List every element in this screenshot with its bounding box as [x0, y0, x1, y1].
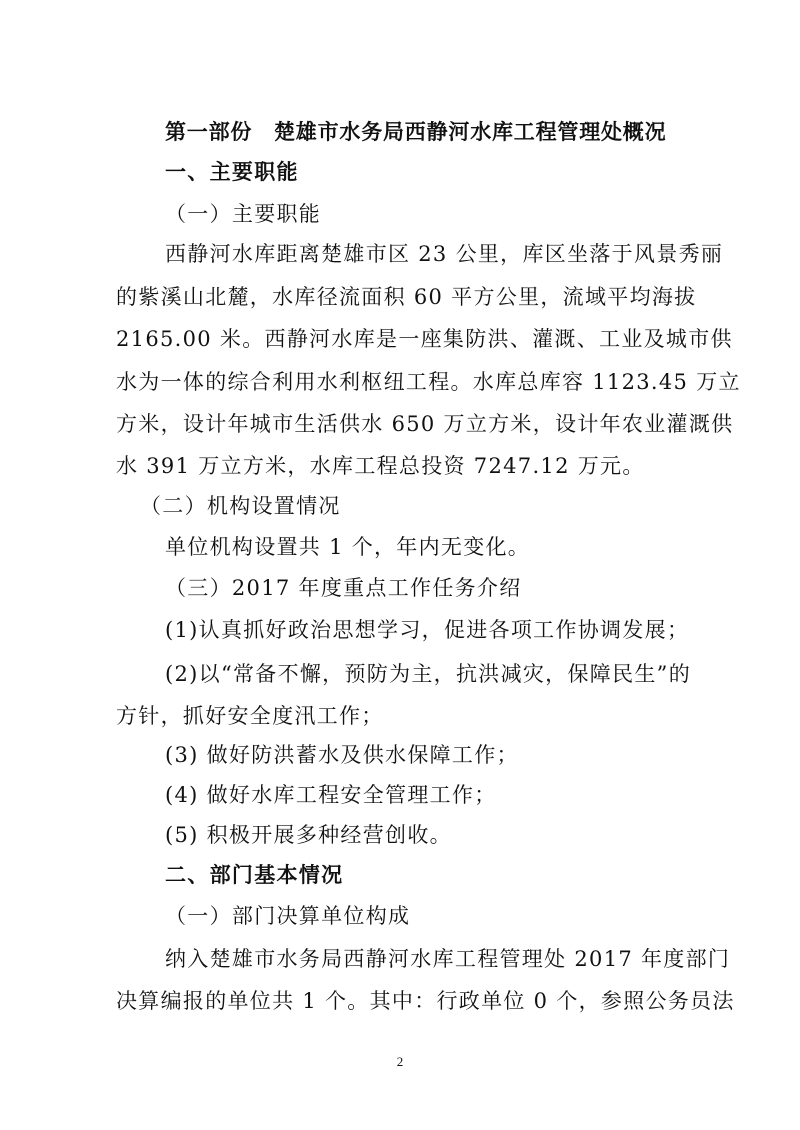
- document-title: 第一部份 楚雄市水务局西静河水库工程管理处概况: [165, 119, 667, 144]
- paragraph-line: 西静河水库距离楚雄市区 23 公里，库区坐落于风景秀丽: [165, 242, 724, 266]
- paragraph-line: 方米，设计年城市生活供水 650 万立方米，设计年农业灌溉供: [116, 412, 734, 436]
- list-item: (5) 积极开展多种经营创收。: [165, 823, 452, 847]
- paragraph-line: 水 391 万立方米，水库工程总投资 7247.12 万元。: [116, 454, 645, 478]
- page-number: 2: [396, 1054, 404, 1069]
- subsection-heading-main-functions: （一）主要职能: [165, 202, 322, 226]
- list-item: (2)以“常备不懈，预防为主，抗洪减灾，保障民生”的: [165, 662, 692, 686]
- list-item: (1)认真抓好政治思想学习，促进各项工作协调发展；: [165, 618, 690, 642]
- paragraph-line: 水为一体的综合利用水利枢纽工程。水库总库容 1123.45 万立: [116, 370, 741, 394]
- list-item: (3) 做好防洪蓄水及供水保障工作；: [165, 743, 519, 767]
- list-item: (4) 做好水库工程安全管理工作；: [165, 783, 497, 807]
- section-heading-main-functions: 一、主要职能: [165, 159, 299, 184]
- paragraph-line: 2165.00 米。西静河水库是一座集防洪、灌溉、工业及城市供: [116, 327, 733, 351]
- paragraph-line: 单位机构设置共 1 个，年内无变化。: [165, 535, 531, 559]
- subsection-heading-key-tasks: （三）2017 年度重点工作任务介绍: [165, 576, 522, 600]
- subsection-heading-unit-composition: （一）部门决算单位构成: [165, 904, 411, 928]
- paragraph-line: 的紫溪山北麓，水库径流面积 60 平方公里，流域平均海拔: [116, 285, 697, 309]
- subsection-heading-organization: （二）机构设置情况: [140, 494, 341, 518]
- section-heading-basic-info: 二、部门基本情况: [165, 862, 344, 887]
- paragraph-line: 决算编报的单位共 1 个。其中：行政单位 0 个，参照公务员法: [116, 989, 735, 1013]
- list-item-continuation: 方针，抓好安全度汛工作；: [116, 704, 384, 728]
- paragraph-line: 纳入楚雄市水务局西静河水库工程管理处 2017 年度部门: [165, 947, 731, 971]
